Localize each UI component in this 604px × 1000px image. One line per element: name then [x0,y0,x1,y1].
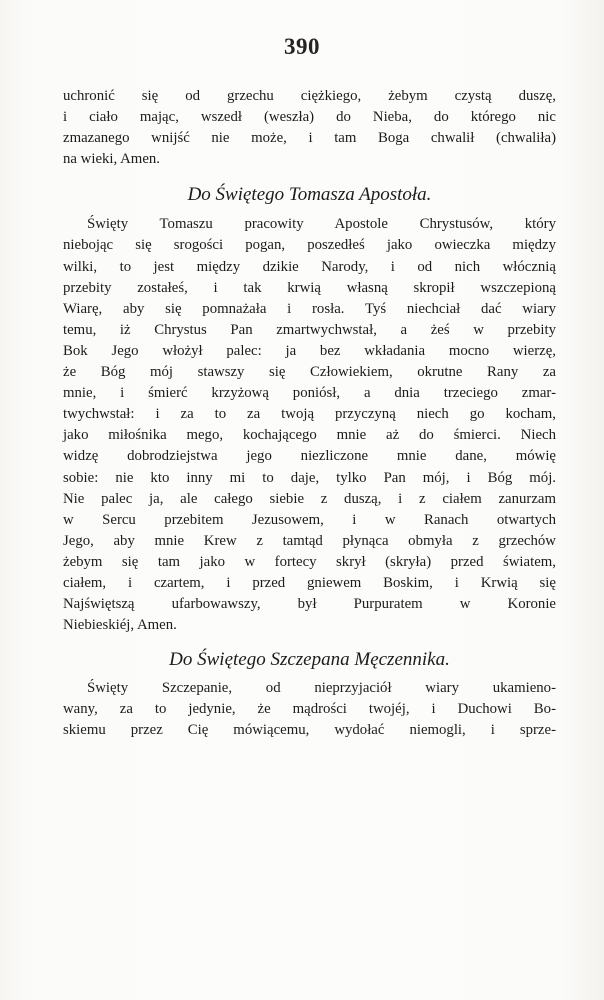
text-line: mnie, i śmierć krzyżową poniósł, a dnia trzeciego zmar- [63,385,556,402]
paragraph-st-thomas-prayer [63,214,556,636]
text-line: twychwstał: i za to za twoją przyczyną niech go kocham, [63,406,556,423]
text-line: Niebieskiéj, Amen. [63,617,177,634]
text-line: na wieki, Amen. [63,151,160,168]
text-line: Święty Tomaszu pracowity Apostole Chrystusów, który [87,216,556,233]
paragraph-continued-prayer [63,86,556,170]
text-line: widzę dobrodziejstwa jego niezliczone mnie dane, mówię [63,448,556,465]
text-line: jako miłośnika mego, kochającego mnie aż do śmierci. Niech [63,427,556,444]
text-line: uchronić się od grzechu ciężkiego, żebym czystą duszę, [63,88,556,104]
section-heading-st-thomas: Do Świętego Tomasza Apostoła. [187,184,432,206]
text-line: Święty Szczepanie, od nieprzyjaciół wiary ukamieno- [87,680,556,697]
text-line: przebity zostałeś, i tak krwią własną skropił wszczepioną [63,279,556,296]
text-line: i ciało mając, wszedł (weszła) do Nieba, do którego nic [63,109,556,126]
text-line: Jego, aby mnie Krew z tamtąd płynąca obmyła z grzechów [63,532,556,549]
section-heading-st-stephen: Do Świętego Szczepana Męczennika. [169,649,450,671]
text-line: Bok Jego włożył palec: ja bez wkładania mocno wierzę, [63,342,556,359]
page-body [63,86,556,742]
text-line: Nie palec ja, ale całego siebie z duszą, i z ciałem zanurzam [63,490,556,507]
page-number: 390 [284,34,320,59]
text-line: temu, iż Chrystus Pan zmartwychwstał, a żeś w przebity [63,321,556,338]
text-line: sobie: nie kto inny mi to daje, tylko Pan mój, i Bóg mój. [63,469,556,486]
text-line: Wiarę, aby się pomnażała i rosła. Tyś niechciał dać wiary [63,300,556,317]
paragraph-st-stephen-prayer [63,678,556,741]
text-line: wany, za to jedynie, że mądrości twojéj, i Duchowi Bo- [63,701,556,718]
text-line: ciałem, i czartem, i przed gniewem Boskim, i Krwią się [63,574,556,591]
text-line: zmazanego wnijść nie może, i tam Boga chwalił (chwaliła) [63,130,556,147]
text-line: niebojąc się srogości pogan, poszedłeś jako owieczka między [63,237,556,254]
text-line: Najświętszą ufarbowawszy, był Purpuratem w Koronie [63,596,556,613]
text-line: skiemu przez Cię mówiącemu, wydołać niemogli, i sprze- [63,722,556,739]
text-line: w Sercu przebitem Jezusowem, i w Ranach otwartych [63,511,556,528]
text-line: żebym się tam jako w fortecy skrył (skryła) przed światem, [63,553,556,570]
text-line: że Bóg mój stawszy się Człowiekiem, okrutne Rany za [63,364,556,381]
text-line: wilki, to jest między dzikie Narody, i od nich włócznią [63,258,556,275]
